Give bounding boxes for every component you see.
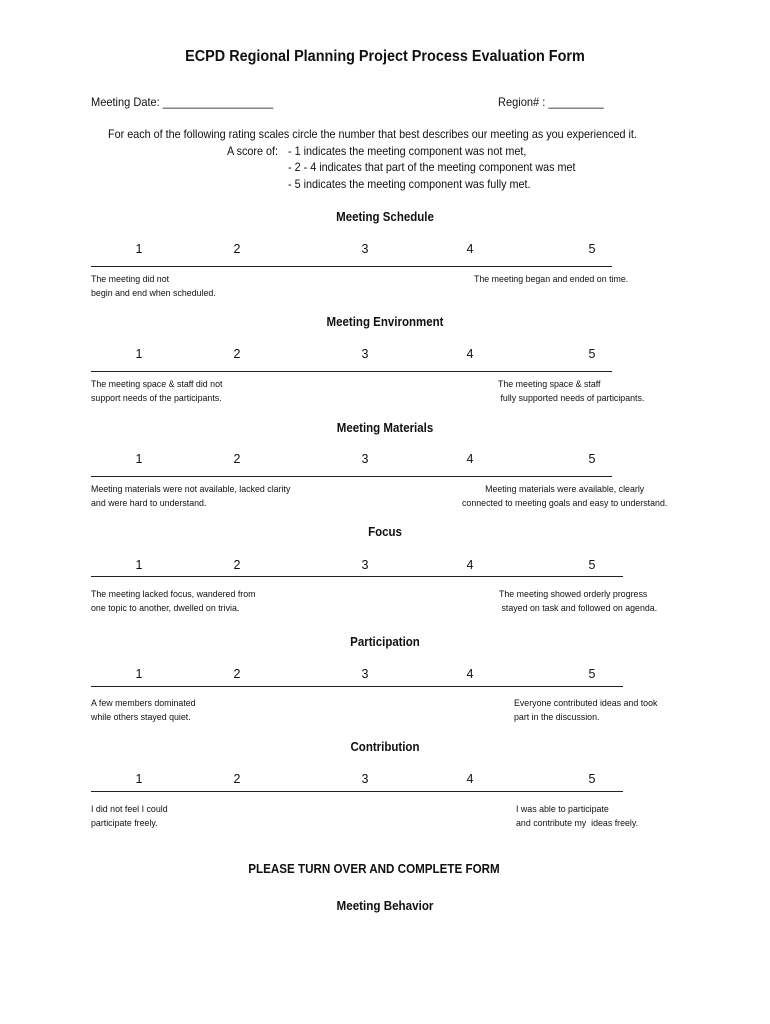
high-score-description: The meeting showed orderly progress stayed on task and followed on agenda. xyxy=(499,589,658,614)
rating-5[interactable]: 5 xyxy=(588,772,596,786)
score-item-3: - 5 indicates the meeting component was fully met. xyxy=(288,177,531,191)
score-item-2: - 2 - 4 indicates that part of the meeting component was met xyxy=(288,160,576,174)
rating-2[interactable]: 2 xyxy=(233,772,241,786)
score-item-1: - 1 indicates the meeting component was not met, xyxy=(288,144,527,158)
rating-4[interactable]: 4 xyxy=(466,347,474,361)
rating-2[interactable]: 2 xyxy=(233,558,241,572)
high-score-description: The meeting began and ended on time. xyxy=(474,274,629,285)
section-title: Meeting Environment xyxy=(326,315,444,329)
scale-line xyxy=(91,371,612,372)
rating-5[interactable]: 5 xyxy=(588,242,596,256)
turn-over-notice: PLEASE TURN OVER AND COMPLETE FORM xyxy=(248,862,500,876)
rating-5[interactable]: 5 xyxy=(588,667,596,681)
rating-1[interactable]: 1 xyxy=(135,558,143,572)
rating-4[interactable]: 4 xyxy=(466,242,474,256)
instructions-line: For each of the following rating scales circle the number that best describes our meeting as you experienced it. xyxy=(108,127,637,141)
section-title: Participation xyxy=(350,635,420,649)
low-score-description: The meeting lacked focus, wandered from one topic to another, dwelled on trivia. xyxy=(91,589,256,614)
scale-line xyxy=(91,686,623,687)
meeting-date-field[interactable]: Meeting Date: __________________ xyxy=(91,95,274,109)
rating-2[interactable]: 2 xyxy=(233,667,241,681)
region-field[interactable]: Region# : _________ xyxy=(498,95,604,109)
high-score-description: Meeting materials were available, clearly connected to meeting goals and easy to understand. xyxy=(462,484,668,509)
rating-2[interactable]: 2 xyxy=(233,242,241,256)
rating-1[interactable]: 1 xyxy=(135,242,143,256)
section-title: Contribution xyxy=(350,740,420,754)
low-score-description: Meeting materials were not available, lacked clarity and were hard to understand. xyxy=(91,484,291,509)
rating-5[interactable]: 5 xyxy=(588,452,596,466)
score-of-label: A score of: xyxy=(227,144,279,158)
rating-4[interactable]: 4 xyxy=(466,667,474,681)
rating-3[interactable]: 3 xyxy=(361,772,369,786)
section-title: Meeting Materials xyxy=(336,421,434,435)
rating-5[interactable]: 5 xyxy=(588,347,596,361)
rating-4[interactable]: 4 xyxy=(466,558,474,572)
rating-3[interactable]: 3 xyxy=(361,667,369,681)
next-section-title: Meeting Behavior xyxy=(336,899,434,913)
rating-2[interactable]: 2 xyxy=(233,347,241,361)
rating-5[interactable]: 5 xyxy=(588,558,596,572)
low-score-description: I did not feel I could participate freely. xyxy=(91,804,168,829)
rating-2[interactable]: 2 xyxy=(233,452,241,466)
scale-line xyxy=(91,791,623,792)
form-title: ECPD Regional Planning Project Process Evaluation Form xyxy=(185,48,585,65)
rating-1[interactable]: 1 xyxy=(135,667,143,681)
rating-4[interactable]: 4 xyxy=(466,772,474,786)
scale-line xyxy=(91,576,623,577)
low-score-description: The meeting did not begin and end when scheduled. xyxy=(91,274,216,299)
rating-3[interactable]: 3 xyxy=(361,452,369,466)
section-title: Meeting Schedule xyxy=(336,210,434,224)
rating-3[interactable]: 3 xyxy=(361,242,369,256)
high-score-description: The meeting space & staff fully supported needs of participants. xyxy=(498,379,645,404)
rating-3[interactable]: 3 xyxy=(361,558,369,572)
low-score-description: A few members dominated while others stayed quiet. xyxy=(91,698,196,723)
high-score-description: I was able to participate and contribute my ideas freely. xyxy=(516,804,639,829)
rating-1[interactable]: 1 xyxy=(135,772,143,786)
rating-4[interactable]: 4 xyxy=(466,452,474,466)
section-title: Focus xyxy=(368,525,402,539)
low-score-description: The meeting space & staff did not support needs of the participants. xyxy=(91,379,223,404)
rating-1[interactable]: 1 xyxy=(135,347,143,361)
rating-1[interactable]: 1 xyxy=(135,452,143,466)
scale-line xyxy=(91,476,612,477)
scale-line xyxy=(91,266,612,267)
high-score-description: Everyone contributed ideas and took part in the discussion. xyxy=(514,698,658,723)
rating-3[interactable]: 3 xyxy=(361,347,369,361)
